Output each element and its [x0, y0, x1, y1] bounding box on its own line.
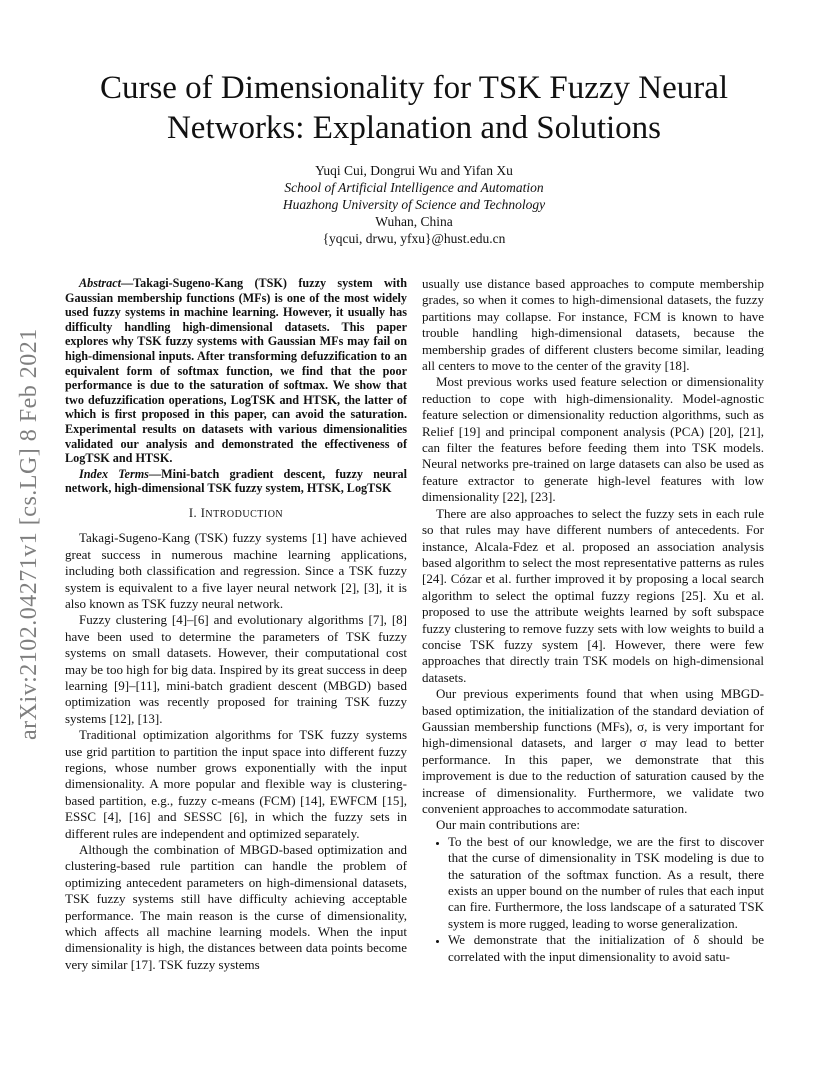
intro-paragraph: usually use distance based approaches to compute membership grades, so when it comes to high-dimensional datasets, the fuzzy partitions may collapse. For instance, FCM is known to have trouble handling high-dimensional datasets, because the membership grades of different clusters become similar, leading all centers to move to the center of the gravity [18]. — [422, 276, 764, 374]
contribution-item: • To the best of our knowledge, we are the first to discover that the curse of dimensionality in TSK modeling is due to the saturation of the softmax function. As a result, there exists an upper bound on the number of rules that each input can fire. Furthermore, the loss landscape of a saturated TSK system is more rugged, leading to worse generalization. — [448, 834, 764, 932]
affiliation-university: Huazhong University of Science and Technology — [282, 197, 546, 212]
contribution-item: • We demonstrate that the initialization of δ should be correlated with the input dimensionality to avoid satu- — [448, 932, 764, 965]
intro-paragraph: Takagi-Sugeno-Kang (TSK) fuzzy systems [1] have achieved great success in numerous machine learning applications, including both classification and regression. Since a TSK fuzzy system is equivalent to a five layer neural network [2], [3], it is also known as TSK fuzzy neural network. — [65, 530, 407, 611]
intro-paragraph: Fuzzy clustering [4]–[6] and evolutionary algorithms [7], [8] have been used to determine the parameters of TSK fuzzy systems on small datasets. However, their computational cost may be too high for big data. Inspired by its great success in deep learning [9]–[11], mini-batch gradient descent (MBGD) based optimization was recently proposed for training TSK fuzzy systems [12], [13]. — [65, 612, 407, 726]
left-column — [65, 276, 407, 973]
affiliation-location: Wuhan, China — [375, 214, 453, 229]
arxiv-watermark: arXiv:2102.04271v1 [cs.LG] 8 Feb 2021 — [16, 328, 42, 740]
abstract-text: —Takagi-Sugeno-Kang (TSK) fuzzy system with Gaussian membership functions (MFs) is one of the most widely used fuzzy systems in machine learning. However, it usually has difficulty handling high-dimensional datasets. This paper explores why TSK fuzzy systems with Gaussian MFs may fail on high-dimensional inputs. After transforming defuzzification to an equivalent form of softmax function, we find that the poor performance is due to the saturation of softmax. We show that two defuzzification operations, LogTSK and HTSK, the latter of which is first proposed in this paper, can avoid the saturation. Experimental results on datasets with various dimensionalities validated our analysis and demonstrated the effectiveness of LogTSK and HTSK. — [65, 276, 407, 466]
intro-paragraph: Most previous works used feature selection or dimensionality reduction to cope with high-dimensionality. Model-agnostic feature selection or dimensionality reduction algorithms, such as Relief [19] and principal component analysis (PCA) [20], [21], can filter the features before feeding them into TSK models. Neural networks pre-trained on large datasets can also be used as feature extractor to generate high-level features with low dimensionality [22], [23]. — [422, 374, 764, 505]
paper-title: Curse of Dimensionality for TSK Fuzzy Neural Networks: Explanation and Solutions — [99, 70, 729, 146]
contributions-intro: Our main contributions are: — [436, 817, 581, 833]
intro-paragraph: Although the combination of MBGD-based optimization and clustering-based rule partition can handle the problem of optimizing antecedent parameters on high-dimensional datasets, TSK fuzzy systems still have difficulty achieving acceptable performance. The main reason is the curse of dimensionality, which affects all machine learning models. When the input dimensionality is high, the distances between data points become very similar [17]. TSK fuzzy systems — [65, 842, 407, 972]
contributions-list — [422, 834, 764, 965]
index-terms-lead: Index Terms — [79, 466, 149, 481]
right-column — [422, 276, 764, 965]
intro-paragraph: Traditional optimization algorithms for TSK fuzzy systems use grid partition to partition the input space into different fuzzy regions, whose number grows exponentially with the input dimensionality. A more popular and flexible way is clustering-based partition, e.g., fuzzy c-means (FCM) [14], EWFCM [15], ESSC [4], [16] and SESSC [6], in which the fuzzy sets in different rules are independent and optimized separately. — [65, 727, 407, 841]
affiliation-school: School of Artificial Intelligence and Automation — [284, 180, 544, 195]
index-terms — [65, 467, 407, 496]
abstract — [65, 276, 407, 466]
abstract-lead: Abstract — [79, 276, 121, 290]
intro-paragraph: There are also approaches to select the fuzzy sets in each rule so that rules may have different numbers of antecedents. For instance, Alcala-Fdez et al. proposed an association analysis based algorithm to select the most representative patterns as rules [24]. Cózar et al. further improved it by proposing a local search algorithm to select the optimal fuzzy regions [25]. Xu et al. proposed to use the attribute weights learned by soft subspace fuzzy clustering to remove fuzzy sets with low weights to build a concise TSK fuzzy system [4]. However, there were few approaches that directly train TSK models on high-dimensional datasets. — [422, 505, 764, 685]
intro-paragraph: Our previous experiments found that when using MBGD-based optimization, the initialization of the standard deviation of Gaussian membership functions (MFs), σ, is very important for high-dimensional datasets, and larger σ may lead to better performance. In this paper, we demonstrate that this improvement is due to the reduction of saturation caused by the increase of dimensionality. Furthermore, we validate two convenient approaches to accommodate saturation. — [422, 686, 764, 816]
author-names: Yuqi Cui, Dongrui Wu and Yifan Xu — [315, 163, 513, 178]
index-terms-text: —Mini-batch gradient descent, fuzzy neural network, high-dimensional TSK fuzzy system, HTSK, LogTSK — [65, 466, 407, 496]
author-block — [160, 162, 668, 247]
section-heading-introduction: I. INTRODUCTION — [188, 505, 284, 520]
author-email: {yqcui, drwu, yfxu}@hust.edu.cn — [322, 231, 506, 246]
